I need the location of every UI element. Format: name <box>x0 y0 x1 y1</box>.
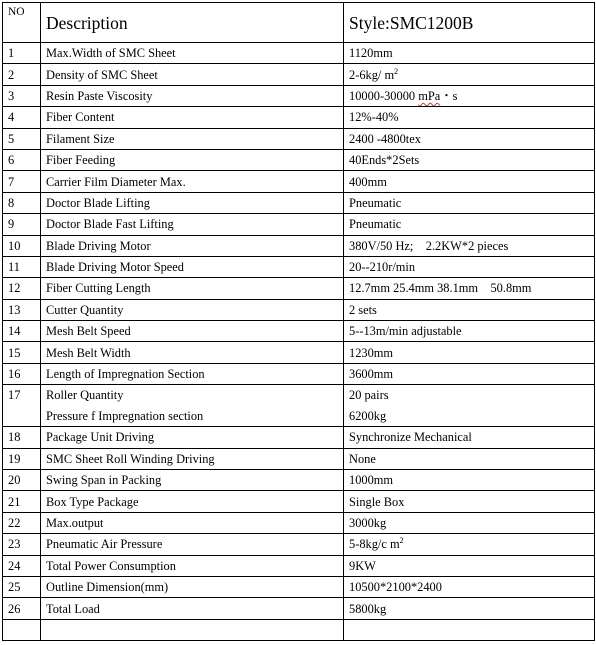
row-value: Synchronize Mechanical <box>344 427 595 448</box>
table-row <box>3 342 595 363</box>
value-text-suffix: ・s <box>440 88 458 103</box>
table-row <box>3 278 595 299</box>
table-row <box>3 363 595 384</box>
row-value: 3000kg <box>344 512 595 533</box>
row-no: 3 <box>3 85 41 106</box>
row-no: 16 <box>3 363 41 384</box>
table-row <box>3 256 595 277</box>
row-description: Carrier Film Diameter Max. <box>41 171 344 192</box>
row-description: Blade Driving Motor <box>41 235 344 256</box>
row-description: Cutter Quantity <box>41 299 344 320</box>
row-description: Box Type Package <box>41 491 344 512</box>
table-row <box>3 214 595 235</box>
row-description: Outline Dimension(mm) <box>41 576 344 597</box>
spec-table <box>2 2 595 641</box>
row-description: Filament Size <box>41 128 344 149</box>
row-value: 5--13m/min adjustable <box>344 321 595 342</box>
row-value: 40Ends*2Sets <box>344 149 595 170</box>
table-row <box>3 192 595 213</box>
row-description: SMC Sheet Roll Winding Driving <box>41 448 344 469</box>
row-description: Total Load <box>41 598 344 619</box>
value-text: 2-6kg/ m <box>349 67 395 82</box>
row-value: 1120mm <box>344 43 595 64</box>
row-value: None <box>344 448 595 469</box>
table-row <box>3 470 595 491</box>
table-row <box>3 235 595 256</box>
row-no: 9 <box>3 214 41 235</box>
table-row <box>3 491 595 512</box>
table-row <box>3 171 595 192</box>
row-description <box>41 385 344 427</box>
table-header-row <box>3 3 595 43</box>
superscript: 2 <box>394 66 399 76</box>
table-row <box>3 64 595 85</box>
row-value: 10500*2100*2400 <box>344 576 595 597</box>
header-description: Description <box>41 3 344 43</box>
row-value: 12.7mm 25.4mm 38.1mm 50.8mm <box>344 278 595 299</box>
table-row <box>3 598 595 619</box>
row-description: Doctor Blade Fast Lifting <box>41 214 344 235</box>
table-row <box>3 555 595 576</box>
row-value <box>344 85 595 106</box>
header-style: Style:SMC1200B <box>344 3 595 43</box>
row-description: Pneumatic Air Pressure <box>41 534 344 555</box>
row-value: 2400 -4800tex <box>344 128 595 149</box>
row-description: Fiber Content <box>41 107 344 128</box>
row-value <box>344 385 595 427</box>
row-value: Single Box <box>344 491 595 512</box>
row-no: 18 <box>3 427 41 448</box>
row-description: Blade Driving Motor Speed <box>41 256 344 277</box>
table-row <box>3 299 595 320</box>
row-no: 24 <box>3 555 41 576</box>
table-row <box>3 107 595 128</box>
table-row <box>3 427 595 448</box>
row-no: 8 <box>3 192 41 213</box>
row-no: 6 <box>3 149 41 170</box>
table-row <box>3 512 595 533</box>
row-value-line: 6200kg <box>349 408 387 423</box>
row-description: Density of SMC Sheet <box>41 64 344 85</box>
row-value: 12%-40% <box>344 107 595 128</box>
row-description: Mesh Belt Width <box>41 342 344 363</box>
table-row <box>3 149 595 170</box>
table-row <box>3 448 595 469</box>
table-row <box>3 534 595 555</box>
row-description: Max.output <box>41 512 344 533</box>
row-value: 1230mm <box>344 342 595 363</box>
value-text: 10000-30000 <box>349 88 419 103</box>
row-no: 17 <box>3 385 41 427</box>
table-row <box>3 321 595 342</box>
row-value: 380V/50 Hz; 2.2KW*2 pieces <box>344 235 595 256</box>
row-no: 10 <box>3 235 41 256</box>
row-description: Fiber Feeding <box>41 149 344 170</box>
row-no: 12 <box>3 278 41 299</box>
row-no: 26 <box>3 598 41 619</box>
row-description: Max.Width of SMC Sheet <box>41 43 344 64</box>
row-no: 13 <box>3 299 41 320</box>
table-row <box>3 43 595 64</box>
row-no: 7 <box>3 171 41 192</box>
row-value: 9KW <box>344 555 595 576</box>
row-value: 5800kg <box>344 598 595 619</box>
row-value <box>344 64 595 85</box>
row-no: 2 <box>3 64 41 85</box>
empty-cell <box>41 619 344 640</box>
empty-row <box>3 619 595 640</box>
row-value: Pneumatic <box>344 214 595 235</box>
row-description: Swing Span in Packing <box>41 470 344 491</box>
row-description: Fiber Cutting Length <box>41 278 344 299</box>
row-description: Length of Impregnation Section <box>41 363 344 384</box>
table-row <box>3 128 595 149</box>
row-value: 400mm <box>344 171 595 192</box>
table-row <box>3 385 595 427</box>
row-no: 22 <box>3 512 41 533</box>
row-no: 21 <box>3 491 41 512</box>
row-no: 15 <box>3 342 41 363</box>
row-no: 23 <box>3 534 41 555</box>
row-description-line: Pressure f Impregnation section <box>46 408 204 423</box>
row-description: Doctor Blade Lifting <box>41 192 344 213</box>
row-description-line: Roller Quantity <box>46 388 124 403</box>
value-text: 5-8kg/c m <box>349 537 400 552</box>
row-description: Total Power Consumption <box>41 555 344 576</box>
row-value-line: 20 pairs <box>349 388 389 403</box>
table-row <box>3 576 595 597</box>
superscript: 2 <box>399 536 404 546</box>
row-no: 14 <box>3 321 41 342</box>
row-value: 2 sets <box>344 299 595 320</box>
spellcheck-underlined-text: mPa <box>418 88 441 103</box>
header-no: NO <box>3 3 41 43</box>
row-description: Package Unit Driving <box>41 427 344 448</box>
table-row <box>3 85 595 106</box>
row-no: 4 <box>3 107 41 128</box>
row-no: 11 <box>3 256 41 277</box>
row-no: 5 <box>3 128 41 149</box>
row-value: Pneumatic <box>344 192 595 213</box>
empty-cell <box>3 619 41 640</box>
row-no: 19 <box>3 448 41 469</box>
row-value: 1000mm <box>344 470 595 491</box>
empty-cell <box>344 619 595 640</box>
row-value: 3600mm <box>344 363 595 384</box>
row-description: Resin Paste Viscosity <box>41 85 344 106</box>
row-value <box>344 534 595 555</box>
row-value: 20--210r/min <box>344 256 595 277</box>
row-description: Mesh Belt Speed <box>41 321 344 342</box>
row-no: 25 <box>3 576 41 597</box>
row-no: 1 <box>3 43 41 64</box>
row-no: 20 <box>3 470 41 491</box>
